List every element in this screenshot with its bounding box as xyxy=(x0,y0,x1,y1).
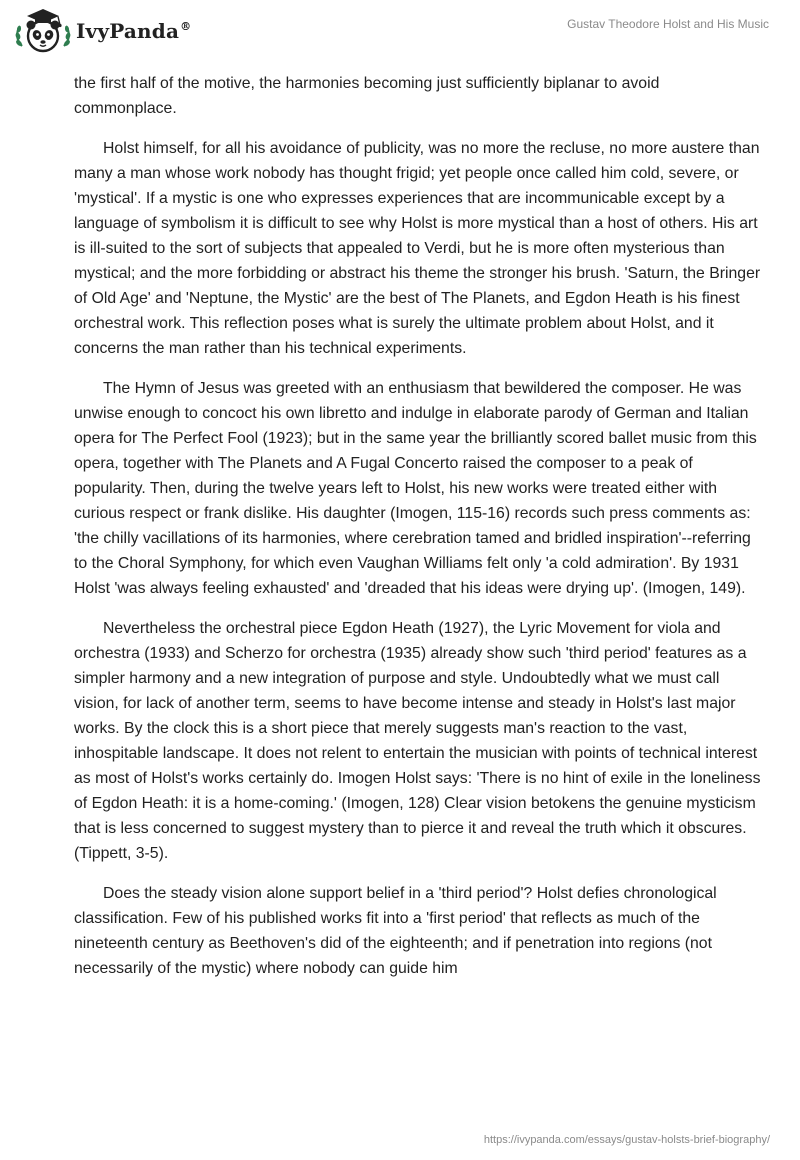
paragraph: Does the steady vision alone support belief in a 'third period'? Holst defies chronological classification. Few of his published works fit into a 'first period' that reflects as much of the nineteenth century as Beethoven's did of the eighteenth; and if penetration into regions (not necessarily of the mystic) where nobody can guide him xyxy=(74,885,717,977)
registered-mark: ® xyxy=(180,20,192,33)
paragraph: The Hymn of Jesus was greeted with an enthusiasm that bewildered the composer. He was unwise enough to concoct his own libretto and indulge in elaborate parody of German and Italian opera for The Perfect Fool (1923); but in the same year the brilliantly scored ballet music from this opera, together with The Planets and A Fugal Concerto raised the composer to a peak of popularity. Then, during the twelve years left to Holst, his new works were treated either with curious respect or frank dislike. His daughter (Imogen, 115-16) records such press comments as: 'the chilly vacillations of its harmonies, where cerebration tamed and bridled inspiration'--referring to the Choral Symphony, for which even Vaughan Williams felt only 'a cold admiration'. By 1931 Holst 'was always feeling exhausted' and 'dreaded that his ideas were drying up'. (Imogen, 149). xyxy=(74,380,757,597)
document-title: Gustav Theodore Holst and His Music xyxy=(567,17,769,31)
essay-body xyxy=(74,71,764,996)
paragraph: Holst himself, for all his avoidance of publicity, was no more the recluse, no more austere than many a man whose work nobody has thought frigid; yet people once called him cold, severe, or 'mystical'. If a mystic is one who expresses experiences that are incommunicable except by a language of symbolism it is difficult to see why Holst is more mystical than a host of others. His art is ill-suited to the sort of subjects that appealed to Verdi, but he is more often mysterious than mystical; and the more forbidding or abstract his theme the stronger his brush. 'Saturn, the Bringer of Old Age' and 'Neptune, the Mystic' are the best of The Planets, and Egdon Heath is his finest orchestral work. This reflection poses what is surely the ultimate problem about Holst, and it concerns the man rather than his technical experiments. xyxy=(74,140,761,357)
paragraph: the first half of the motive, the harmonies becoming just sufficiently biplanar to avoid commonplace. xyxy=(74,75,660,117)
paragraph: Nevertheless the orchestral piece Egdon Heath (1927), the Lyric Movement for viola and orchestra (1933) and Scherzo for orchestra (1935) already show such 'third period' features as a simpler harmony and a new integration of purpose and style. Undoubtedly what we must call vision, for lack of another term, seems to have become intense and steady in Holst's last major works. By the clock this is a short piece that merely suggests man's reaction to the vast, inhospitable landscape. It does not relent to entertain the musician with points of technical interest as most of Holst's works certainly do. Imogen Holst says: 'There is no hint of exile in the loneliness of Egdon Heath: it is a home-coming.' (Imogen, 128) Clear vision betokens the genuine mysticism that is less concerned to suggest mystery than to pierce it and reveal the truth which it obscures. (Tippett, 3-5). xyxy=(74,620,761,862)
source-url[interactable]: https://ivypanda.com/essays/gustav-holsts-brief-biography/ xyxy=(483,1134,770,1146)
logo-text: IvyPanda® xyxy=(76,19,192,43)
page-header xyxy=(0,0,800,68)
panda-graduation-cap-icon xyxy=(14,6,72,56)
ivypanda-logo[interactable] xyxy=(14,6,191,56)
